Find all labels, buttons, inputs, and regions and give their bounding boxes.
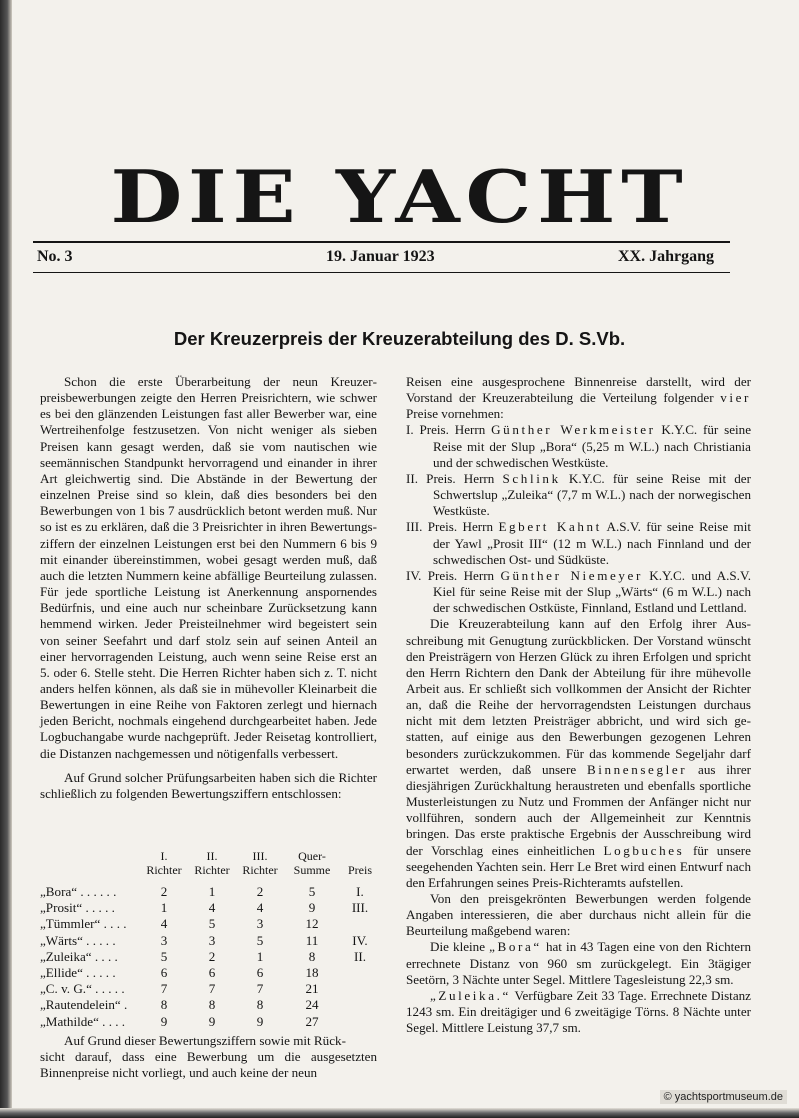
table-row xyxy=(40,949,380,965)
issue-volume: XX. Jahrgang xyxy=(618,248,715,265)
prize-text: K.Y.C. für seine Reise mit der Schwertslup „Zuleika“ (7,7 m W.L.) nach der norwegischen Westküste. xyxy=(433,470,751,519)
yacht-name: „Prosit“ . . . . . xyxy=(40,900,115,916)
score-cell: 4 xyxy=(256,900,264,916)
table-row xyxy=(40,997,380,1013)
score-cell: 8 xyxy=(160,997,168,1013)
yacht-name: „Rautendelein“ . xyxy=(40,997,128,1013)
paragraph: Von den preisgekrönten Bewerbungen werden folgende Angaben interessieren, die aber durchaus nicht allein für die Beurteilung maßgebend waren: xyxy=(406,891,751,939)
winner-name: Schlink xyxy=(502,470,561,486)
paragraph: Auf Grund solcher Prüfungsarbeiten haben sich die Richter schließlich zu folgenden Bewertungsziffern entschlossen: xyxy=(40,769,377,801)
score-cell: 7 xyxy=(160,981,168,997)
paragraph-first-line: Auf Grund dieser Bewertungsziffern sowie mit Rück- xyxy=(64,1033,346,1048)
prize-cell: I. xyxy=(356,884,364,899)
score-cell: 6 xyxy=(208,965,216,981)
text-span: aus ihrer diesjährigen Zurückhaltung heraustreten und ebenfalls sportliche Musterleistungen zu Nutz und Frommen der Anfänger nicht nur vollführen, sondern auch der Allgemeinheit zur Kenntnis bringen. Das erste praktische Ergebnis der Ausschreibung wird der Vorschlag eines einheitlichen xyxy=(406,761,751,858)
score-cell: 1 xyxy=(160,900,168,916)
prize-label: IV. Preis. xyxy=(406,567,458,583)
prize-cell: II. xyxy=(354,948,366,964)
winner-name: Günther Werkmeister xyxy=(491,422,656,438)
score-cell: 2 xyxy=(160,884,168,899)
article-headline: Der Kreuzerpreis der Kreuzerabteilung des D. S.Vb. xyxy=(173,328,626,349)
yacht-name: „Ellide“ . . . . . xyxy=(40,965,116,981)
score-cell: 6 xyxy=(160,965,168,981)
score-cell: 1 xyxy=(256,948,264,964)
prize-label: I. Preis. xyxy=(406,422,449,438)
right-column xyxy=(406,374,751,1036)
score-cell: 9 xyxy=(160,1013,168,1029)
score-cell: 5 xyxy=(160,948,168,964)
prize-cell xyxy=(340,997,380,1013)
paragraph xyxy=(406,939,751,987)
table-row xyxy=(40,965,380,981)
yacht-name: „Bora“ . . . . . . xyxy=(40,884,117,899)
sum-cell: 5 xyxy=(308,884,316,899)
table-header-row xyxy=(40,850,380,884)
prize-cell xyxy=(340,981,380,997)
yacht-name: „Wärts“ . . . . . xyxy=(40,932,116,948)
score-cell: 2 xyxy=(208,948,216,964)
prize-cell: III. xyxy=(351,900,369,916)
table-row xyxy=(40,900,380,916)
yacht-name: „Mathilde“ . . . . xyxy=(40,1013,126,1029)
masthead-rule-bottom xyxy=(33,272,730,273)
spaced-text: Logbuches xyxy=(603,842,685,858)
score-cell: 3 xyxy=(256,916,264,932)
sum-cell: 18 xyxy=(305,965,319,981)
prize-cell xyxy=(340,1014,380,1030)
score-table xyxy=(40,850,380,1030)
prize-label: II. Preis. xyxy=(406,470,456,486)
text-span: hat in 43 Tagen eine von den Richtern errechnete Distanz von 960 sm zurückgelegt. Ein 3tägiger Seetörn, 3 Nächte unter Segel. Mittlere Tagesleistung 22,3 sm. xyxy=(406,939,752,987)
prize-cell xyxy=(340,916,380,932)
left-column xyxy=(40,374,377,802)
score-cell: 5 xyxy=(208,916,216,932)
paragraph xyxy=(406,374,751,422)
table-row xyxy=(40,981,380,997)
yacht-name: „Zuleika“ . . . . xyxy=(40,948,118,964)
issue-date: 19. Januar 1923 xyxy=(326,248,435,265)
page-bottom-edge xyxy=(0,1108,799,1118)
sum-cell: 21 xyxy=(305,981,319,997)
sum-cell: 12 xyxy=(305,916,319,932)
text-span: Herrn xyxy=(454,422,486,438)
text-span: Reisen eine ausgesprochene Binnenreise darstellt, wird der Vorstand der Kreuzerabteilung die Verteilung folgender xyxy=(406,374,751,406)
table-header: II. Richter xyxy=(194,849,230,877)
score-cell: 5 xyxy=(256,932,264,948)
spaced-text: Binnensegler xyxy=(586,761,688,777)
left-column-end xyxy=(40,1033,377,1081)
text-span: Herrn xyxy=(463,567,495,583)
table-header: I. Richter xyxy=(146,849,182,877)
masthead-rule-top xyxy=(33,241,730,243)
score-cell: 9 xyxy=(208,1013,216,1029)
score-cell: 2 xyxy=(256,884,264,899)
prize-item xyxy=(406,471,751,519)
paragraph xyxy=(406,988,751,1036)
spaced-text: „Zuleika.“ xyxy=(430,987,511,1003)
text-span: Verfügbare Zeit 33 Tage. Errechnete Distanz 1243 sm. Ein dreitägiger und 6 zweitägige Törns. 8 Nächte unter Segel. Mittlere Leistung 37,7 sm. xyxy=(406,987,751,1036)
score-cell: 8 xyxy=(256,997,264,1013)
prize-text: A.S.V. für seine Reise mit der Yawl „Prosit III“ (12 m W.L.) nach Finnland und der schwedischen Ost- und Südküste. xyxy=(433,519,751,567)
score-cell: 4 xyxy=(208,900,216,916)
table-row xyxy=(40,933,380,949)
table-header: Quer- Summe xyxy=(293,849,331,877)
issue-number: No. 3 xyxy=(37,248,73,265)
text-span: Die Kreuzerabteilung kann auf den Erfolg ihrer Ausschreibung mit Genugtung zurückblicken. Der Vorstand wünscht den Preisträgern von Herzen Glück zu ihren Erfolgen und spricht den Herrn Richtern den Dank der Abteilung für ihre mühevolle Arbeit aus. Er schließt sich vollkommen der Ansicht der Richter an, daß die Reihe der hervorragendsten Leistungen durchaus nicht mit dem letzten Preisträger abbricht, und wird sich gestatten, auf einige aus den Bewerbungen gezogenen Lehren besonders zurückzukommen. Für das kommende Segeljahr darf erwartet werden, daß unsere xyxy=(406,616,751,777)
spaced-text: vier xyxy=(720,390,751,406)
sum-cell: 27 xyxy=(305,1013,319,1029)
score-cell: 7 xyxy=(208,981,216,997)
score-cell: 6 xyxy=(256,965,264,981)
text-span: Die kleine xyxy=(430,939,486,955)
score-cell: 3 xyxy=(208,932,216,948)
score-cell: 4 xyxy=(160,916,168,932)
score-cell: 3 xyxy=(160,932,168,948)
sum-cell: 9 xyxy=(308,900,316,916)
sum-cell: 24 xyxy=(305,997,319,1013)
prize-text: K.Y.C. und A.S.V. Kiel für seine Reise mit der Slup „Wärts“ (6 m W.L.) nach der schwedischen Ostküste, Finnland, Estland und Lettland. xyxy=(433,567,751,616)
prize-item xyxy=(406,422,751,470)
watermark-label: © yachtsportmuseum.de xyxy=(660,1090,787,1104)
paragraph: Schon die erste Überarbeitung der neun Kreuzerpreisbewerbungen zeigte den Herren Preisrichtern, wie schwer es bei den glänzenden Leistungen fast aller Bewerber war, eine Wertreihenfolge festzusetzen. Von nicht weniger als sieben Preisen kann gesagt werden, daß sie vom nautischen wie seemännischen Standpunkt hervorragend und einander in ihrer Art gleichwertig sind. Die Abstände in der Bewertung der einzelnen Preise sind so klein, daß dies besonders bei den Bewerbungen von 1 bis 7 ausdrücklich betont werden muß. Nur so ist es zu erklären, daß die 3 Preisrichter in ihren Bewertungsziffern der einzelnen Leistungen erst bei den Nummern 6 bis 9 mit einander übereinstimmen, wobei gesagt werden muß, daß auch die letzten Nummern keine abfällige Beurteilung zulassen. Für jede sportliche Leistung ist Anerkennung anspornendes Bedürfnis, und eine auch nur scheinbare Zurücksetzung kann hemmend wirken. Jeder Preisteilnehmer wird begeistert sein von seiner Seefahrt und darf stolz sein auf seinen Anteil an einer hervorragenden Leistung, auch wenn seine Reise erst an 5. oder 6. Stelle steht. Die Herren Richter haben sich z. T. nicht anders helfen können, als daß sie in mühevoller Kleinarbeit die Bewertungen in eine Reihe von Faktoren zerlegt und hiernach jeden Bericht, nochmals eingehend durchgearbeitet haben. Jede Logbuchangabe wurde nachgeprüft. Jeder Reisetag kontrolliert, die Distanzen nachgemessen und nötigenfalls verbessert. xyxy=(40,374,377,761)
sum-cell: 11 xyxy=(305,932,319,948)
winner-name: Günther Niemeyer xyxy=(500,567,643,583)
masthead-title: DIE YACHT xyxy=(110,154,689,239)
table-row xyxy=(40,884,380,900)
prize-text: K.Y.C. für seine Reise mit der Slup „Bora“ (5,25 m W.L.) nach Christiania und der schwedischen Westküste. xyxy=(433,422,752,470)
table-header xyxy=(40,850,140,884)
winner-name: Egbert Kahnt xyxy=(498,519,602,535)
table-header: Preis xyxy=(348,862,372,877)
table-row xyxy=(40,916,380,932)
score-cell: 8 xyxy=(208,997,216,1013)
table-row xyxy=(40,1014,380,1030)
score-cell: 7 xyxy=(256,981,264,997)
prize-cell xyxy=(340,965,380,981)
yacht-name: „C. v. G.“ . . . . . xyxy=(40,981,125,997)
table-header: III. Richter xyxy=(242,849,278,877)
prize-item xyxy=(406,568,751,616)
prize-item xyxy=(406,519,751,567)
prize-label: III. Preis. xyxy=(406,519,458,535)
text-span: Herrn xyxy=(462,519,494,535)
paragraph: sicht darauf, dass eine Bewerbung um die ausgesetzten Binnenpreise nicht vorliegt, und auch keine der neun xyxy=(40,1049,377,1081)
score-cell: 9 xyxy=(256,1013,264,1029)
text-span: Preise vornehmen: xyxy=(406,406,504,422)
prize-cell: IV. xyxy=(352,932,368,948)
sum-cell: 8 xyxy=(308,948,316,964)
paragraph xyxy=(406,616,751,891)
score-cell: 1 xyxy=(208,884,216,899)
yacht-name: „Tümmler“ . . . . xyxy=(40,916,127,932)
text-span: Herrn xyxy=(463,470,495,486)
spaced-text: „Bora“ xyxy=(489,939,542,955)
text-span: für unsere seegehenden Yachten sein. Herr Le Bret wird einen Entwurf nach den Erfahrungen seines Preis-Richteramts aufstellen. xyxy=(406,842,751,890)
